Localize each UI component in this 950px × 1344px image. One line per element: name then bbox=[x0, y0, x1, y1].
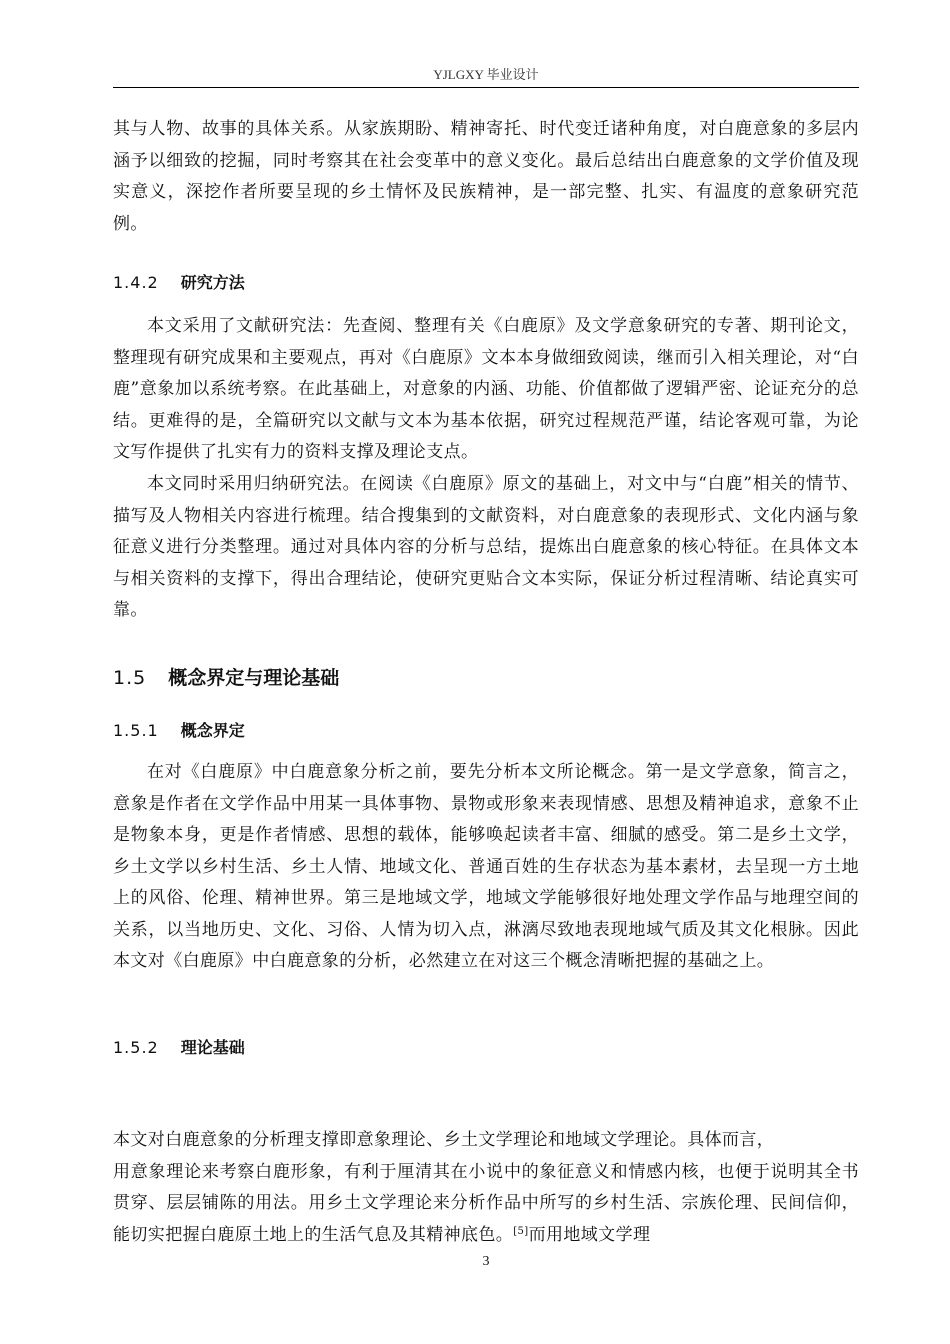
theory-tail: 而用地域文学理 bbox=[528, 1224, 651, 1245]
section-number: 1.5.1 bbox=[113, 721, 159, 740]
theory-line-1: 本文对白鹿意象的分析理支撑即意象理论、乡土文学理论和地域文学理论。具体而言， bbox=[113, 1130, 775, 1150]
section-number: 1.5 bbox=[113, 667, 147, 689]
section-heading-1-5 bbox=[113, 663, 339, 690]
paragraph-induction-method: 本文同时采用归纳研究法。在阅读《白鹿原》原文的基础上，对文中与“白鹿”相关的情节、描写及人物相关内容进行梳理。结合搜集到的文献资料，对白鹿意象的表现形式、文化内涵与象征意义进行分类整理。通过对具体内容的分析与总结，提炼出白鹿意象的核心特征。在具体文本与相关资料的支撑下，得出合理结论，使研究更贴合文本实际，保证分析过程清晰、结论真实可靠。 bbox=[113, 474, 859, 620]
section-heading-1-5-1 bbox=[113, 718, 245, 741]
page-header: YJLGXY 毕业设计 bbox=[433, 67, 539, 82]
paragraph-literature-method: 本文采用了文献研究法：先查阅、整理有关《白鹿原》及文学意象研究的专著、期刊论文，整理现有研究成果和主要观点，再对《白鹿原》文本本身做细致阅读，继而引入相关理论，对“白鹿”意象加以系统考察。在此基础上，对意象的内涵、功能、价值都做了逻辑严密、论证充分的总结。更难得的是，全篇研究以文献与文本为基本依据，研究过程规范严谨，结论客观可靠，为论文写作提供了扎实有力的资料支撑及理论支点。 bbox=[113, 316, 859, 462]
section-title: 理论基础 bbox=[180, 1038, 245, 1057]
paragraph-concept-definition: 在对《白鹿原》中白鹿意象分析之前，要先分析本文所论概念。第一是文学意象，简言之，意象是作者在文学作品中用某一具体事物、景物或形象来表现情感、思想及精神追求，意象不止是物象本身，更是作者情感、思想的载体，能够唤起读者丰富、细腻的感受。第二是乡土文学，乡土文学以乡村生活、乡土人情、地域文化、普通百姓的生存状态为基本素材，去呈现一方土地上的风俗、伦理、精神世界。第三是地域文学，地域文学能够很好地处理文学作品与地理空间的关系，以当地历史、文化、习俗、人情为切入点，淋漓尽致地表现地域气质及其文化根脉。因此本文对《白鹿原》中白鹿意象的分析，必然建立在对这三个概念清晰把握的基础之上。 bbox=[113, 762, 859, 971]
section-title: 概念界定与理论基础 bbox=[168, 667, 340, 689]
section-number: 1.4.2 bbox=[113, 273, 159, 292]
theory-body: 用意象理论来考察白鹿形象，有利于厘清其在小说中的象征意义和情感内核，也便于说明其全书贯穿、层层铺陈的用法。用乡土文学理论来分析作品中所写的乡村生活、宗族伦理、民间信仰，能切实把握白鹿原土地上的生活气息及其精神底色。 bbox=[113, 1161, 859, 1245]
section-number: 1.5.2 bbox=[113, 1038, 159, 1057]
section-heading-1-4-2 bbox=[113, 270, 245, 293]
paragraph-theory-basis bbox=[113, 1125, 859, 1251]
page-number: 3 bbox=[482, 1254, 490, 1269]
citation-ref: [5] bbox=[513, 1225, 529, 1237]
section-title: 研究方法 bbox=[180, 273, 245, 292]
header-rule bbox=[113, 87, 859, 88]
section-title: 概念界定 bbox=[180, 721, 245, 740]
section-heading-1-5-2 bbox=[113, 1035, 245, 1058]
paragraph-intro-continued: 其与人物、故事的具体关系。从家族期盼、精神寄托、时代变迁诸种角度，对白鹿意象的多层内涵予以细致的挖掘，同时考察其在社会变革中的意义变化。最后总结出白鹿意象的文学价值及现实意义，深挖作者所要呈现的乡土情怀及民族精神，是一部完整、扎实、有温度的意象研究范例。 bbox=[113, 119, 859, 234]
